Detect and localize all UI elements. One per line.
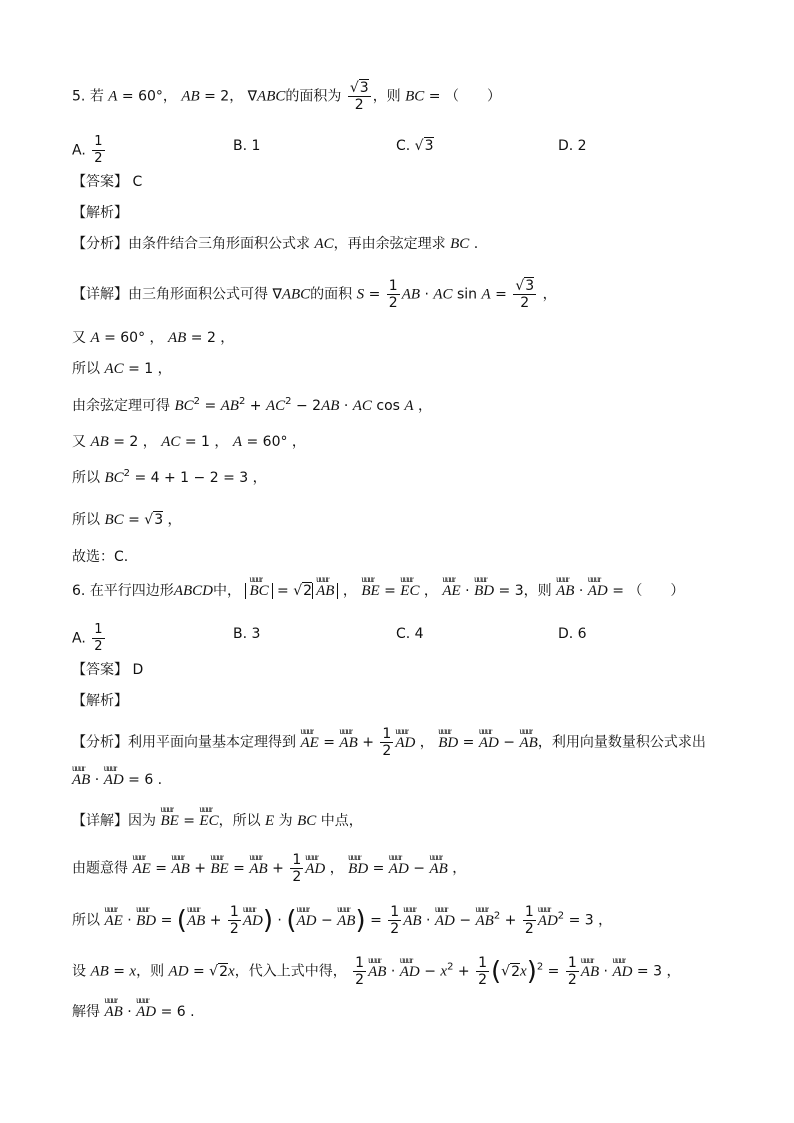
q6-answer: 【答案】 D: [72, 662, 144, 678]
q5-option-c: C. √3: [396, 138, 434, 154]
q5-step5: 所以 $BC^2 = 4 + 1 - 2 = 3$ ，: [72, 468, 267, 486]
q5-option-b: B. 1: [233, 138, 261, 154]
q6-step2: 所以 uuur AE · uuur BD = (uuur AB + $\frac{1}{2}$ uuur AD) · (uuur AD − uuur AB) = $\frac{1}{2}$ uuur AB · uuur AD − uuur $AB^2$ + $\frac{1}{2}$ uuur $AD^2 = 3$ ，: [72, 904, 612, 937]
q5-analysis-label: 【解析】: [72, 205, 128, 221]
q5-stem: 5. 若 A = 60°， AB = 2， ∇ABC的面积为 $\frac{√3}{2}$ ，则 BC = （ ）: [72, 80, 501, 113]
q6-fenxi: 【分析】利用平面向量基本定理得到 uuur AE = uuur AB + $\frac{1}{2}$ uuur AD ， uuur BD = uuur AD − uuur AB，利用向量数量积公式求出: [72, 726, 706, 759]
q6-option-b: B. 3: [233, 626, 261, 642]
q5-step1: 又 A = 60° ， AB = 2 ，: [72, 330, 235, 346]
q6-option-a: A. $\frac{1}{2}$: [72, 622, 103, 654]
q6-option-d: D. 6: [558, 626, 587, 642]
q5-choice: 故选：C.: [72, 549, 129, 565]
q5-xiangjie: 【详解】由三角形面积公式可得 ∇ABC的面积 S = $\frac{1}{2}$ AB · AC sin A = $\frac{√3}{2}$ ，: [72, 278, 557, 311]
q5-stem-text: 若: [89, 88, 104, 105]
q5-step6: 所以 BC = √3 ，: [72, 512, 182, 528]
q5-number: 5.: [72, 88, 86, 105]
q5-option-d: D. 2: [558, 138, 587, 154]
q5-answer: 【答案】 C: [72, 174, 143, 190]
q6-xiangjie: 【详解】因为 uuur BE = uuur EC，所以 E 为 BC 中点，: [72, 811, 363, 831]
q6-fenxi-result: uuur AB · uuur AD = 6 .: [72, 770, 162, 790]
q6-stem: 6. 在平行四边形ABCD中， uuur BC = √2uuur AB ， uuur BE = uuur EC ， uuur AE · uuur BD = 3，则 uuur AB · uuur AD = （ ）: [72, 581, 684, 601]
q5-step4: 又 AB = 2 ， AC = 1 ， A = 60° ，: [72, 434, 306, 450]
q6-option-c: C. 4: [396, 626, 424, 642]
q6-step1: 由题意得 uuur AE = uuur AB + uuur BE = uuur AB + $\frac{1}{2}$ uuur AD ， uuur BD = uuur AD − uuur AB ，: [72, 852, 466, 885]
q6-analysis-label: 【解析】: [72, 693, 128, 709]
q5-step2: 所以 AC = 1 ，: [72, 361, 172, 377]
q6-step3: 设 AB = x，则 AD = √2x，代入上式中得， $\frac{1}{2}$ uuur AB · uuur AD − $x^2$ + $\frac{1}{2}$ $(√2x)^2$ = $\frac{1}{2}$ uuur AB · uuur AD = 3 ，: [72, 955, 680, 988]
q5-option-a: A. $\frac{1}{2}$: [72, 134, 103, 166]
q6-step4: 解得 uuur AB · uuur AD = 6 .: [72, 1002, 195, 1022]
q5-fenxi: 【分析】由条件结合三角形面积公式求 AC，再由余弦定理求 BC .: [72, 236, 479, 252]
q5-step3: 由余弦定理可得 $BC^2 = AB^2 + AC^2 - 2AB$ · AC cos A ，: [72, 396, 433, 414]
